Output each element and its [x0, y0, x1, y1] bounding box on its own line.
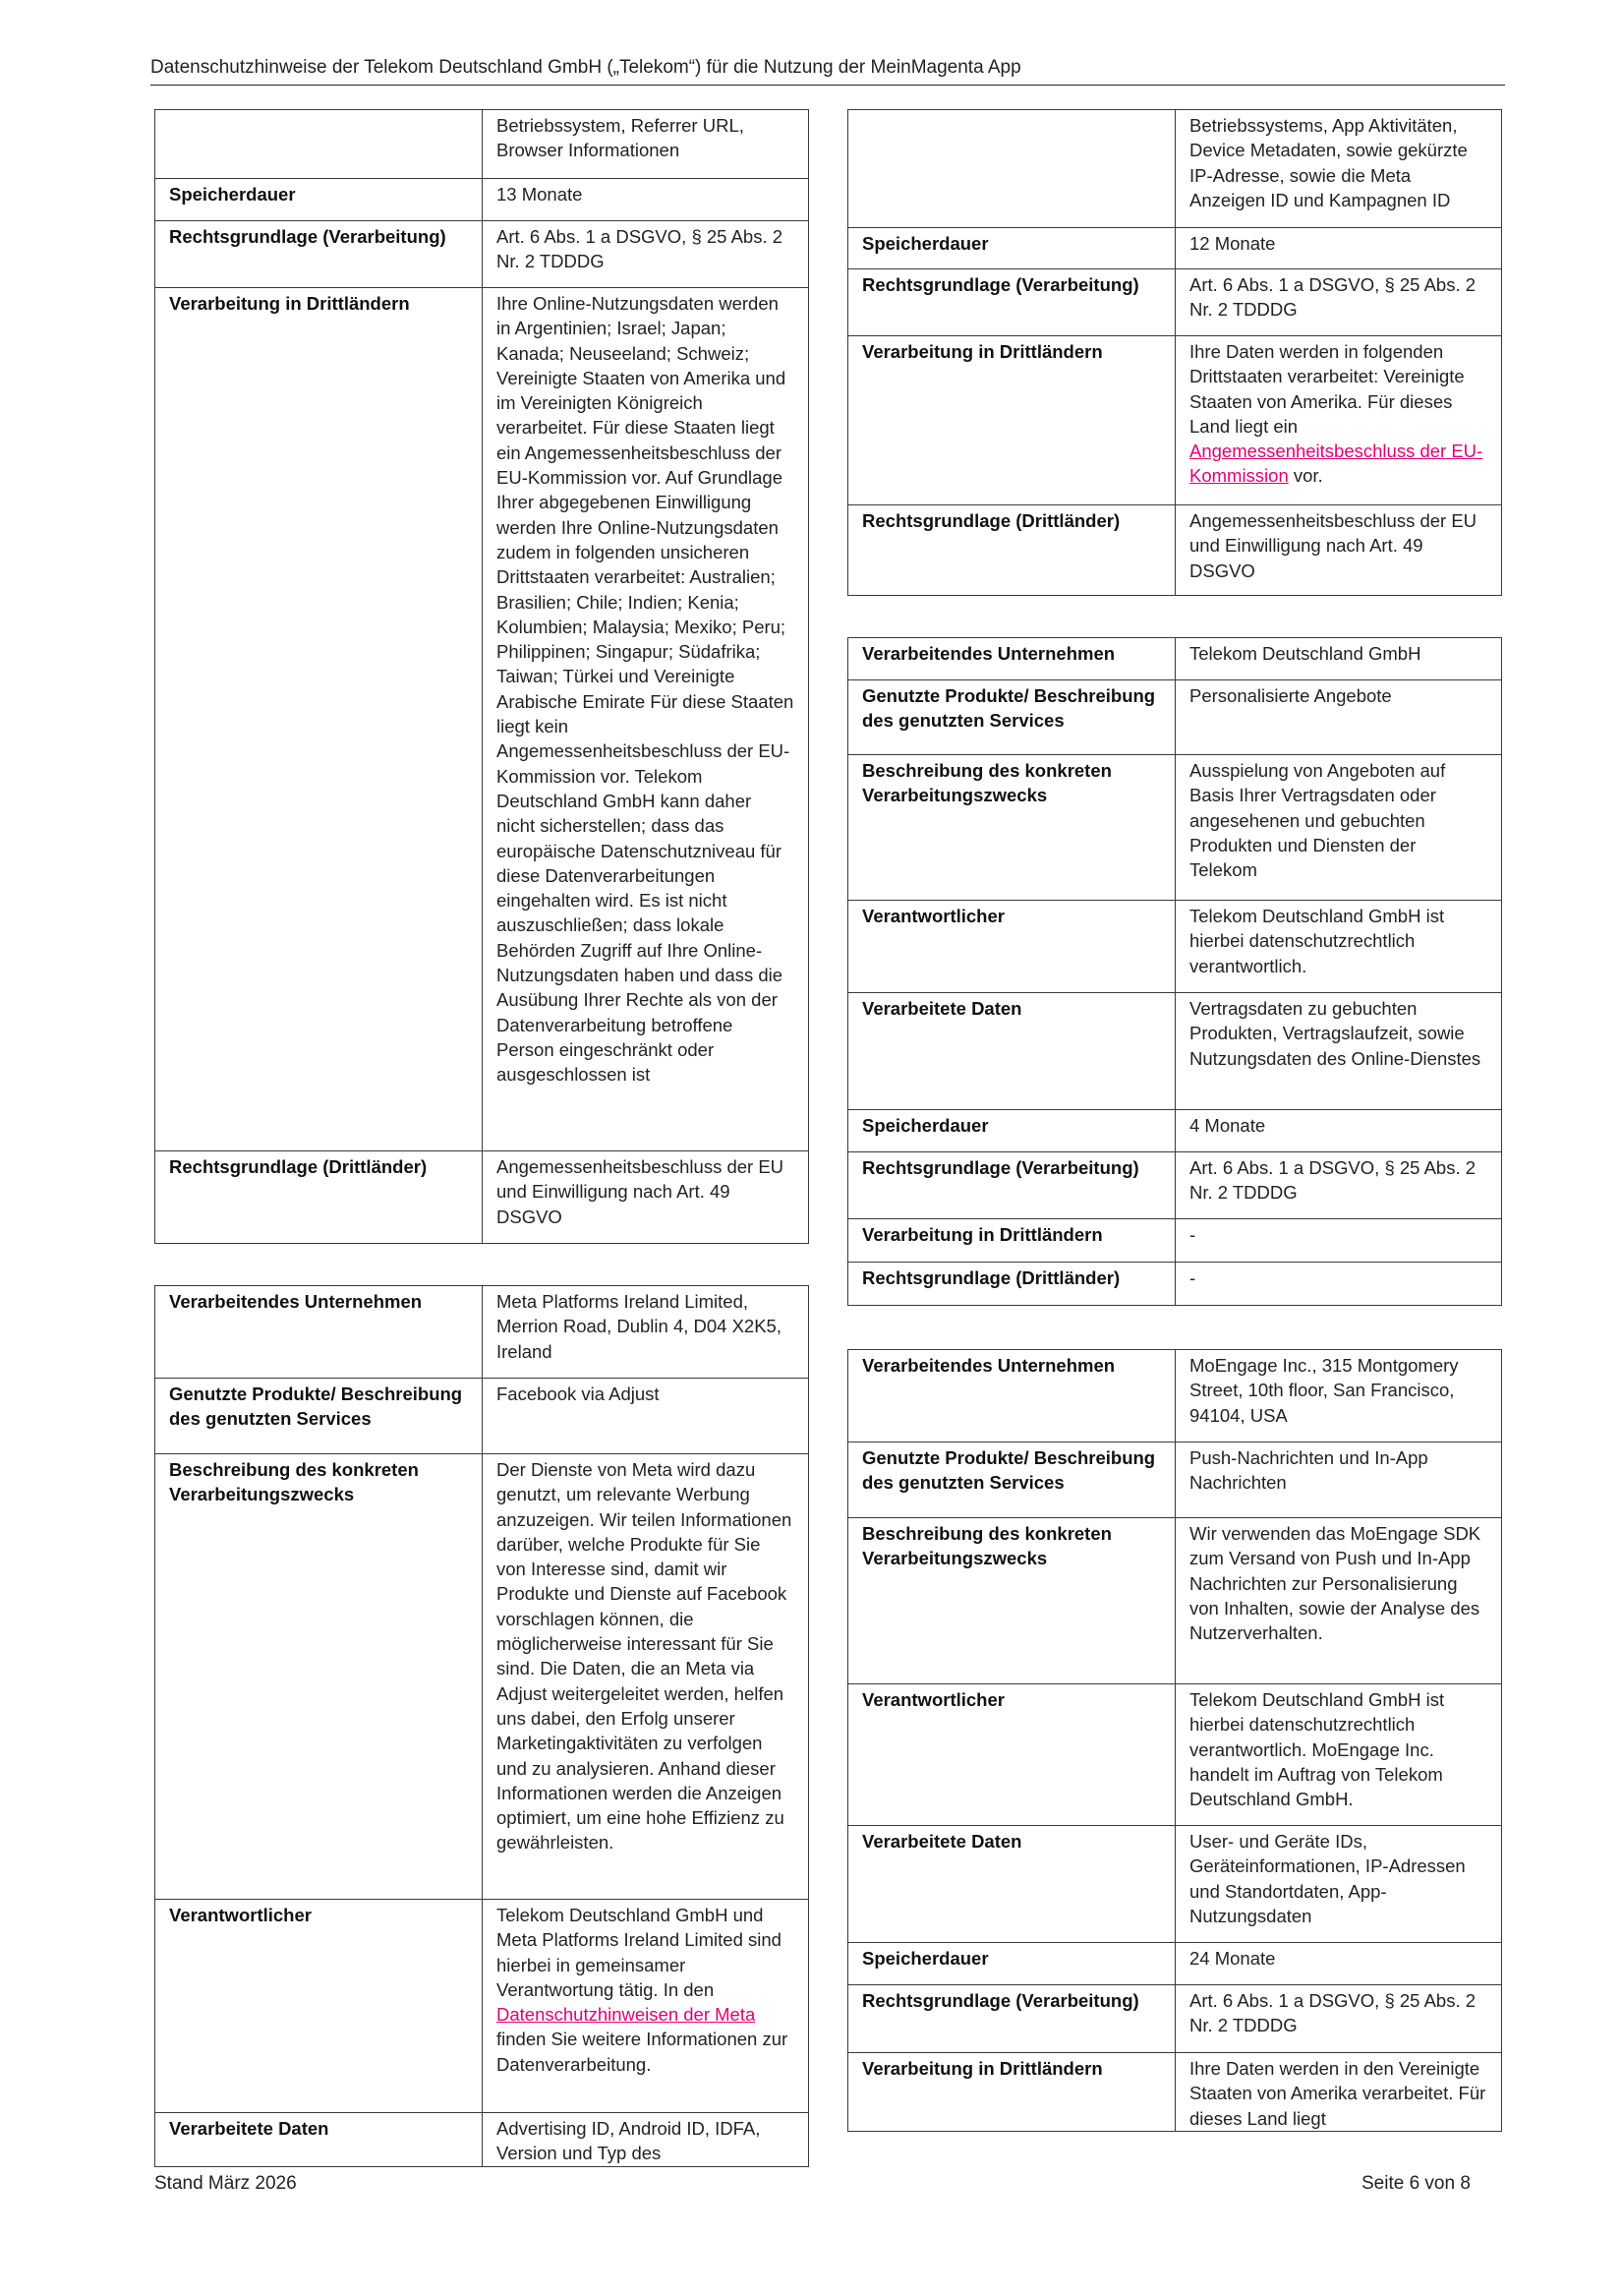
row-value: User- und Geräte IDs, Geräteinformationen, IP-Adressen und Standortdaten, App-Nutzungsdaten [1176, 1826, 1502, 1943]
table-tracking-continued [154, 109, 809, 1244]
row-value: Ihre Daten werden in den Vereinigte Staaten von Amerika verarbeitet. Für dieses Land liegt [1176, 2053, 1502, 2132]
table-telekom-personalized-offers [847, 637, 1502, 1306]
row-key: Rechtsgrundlage (Drittländer) [848, 1263, 1176, 1306]
row-value: Facebook via Adjust [483, 1379, 809, 1454]
table-moengage [847, 1349, 1502, 2132]
row-value: Vertragsdaten zu gebuchten Produkten, Vertragslaufzeit, sowie Nutzungsdaten des Online-Dienstes [1176, 993, 1502, 1110]
table-meta [154, 1285, 809, 2167]
table-row [848, 1152, 1502, 1219]
document-title: Datenschutzhinweise der Telekom Deutschland GmbH („Telekom“) für die Nutzung der MeinMagenta App [150, 57, 1021, 78]
row-value: Ausspielung von Angeboten auf Basis Ihrer Vertragsdaten oder angesehenen und gebuchten Produkten und Diensten der Telekom [1176, 755, 1502, 901]
row-key: Speicherdauer [155, 179, 483, 221]
row-value: Art. 6 Abs. 1 a DSGVO, § 25 Abs. 2 Nr. 2 TDDDG [483, 221, 809, 288]
row-value: Der Dienste von Meta wird dazu genutzt, um relevante Werbung anzuzeigen. Wir teilen Informationen darüber, welche Produkte für Sie von Interesse sind, damit wir Produkte und Dienste auf Facebook vorschlagen können, die möglicherweise interessant für Sie sind. Die Daten, die an Meta via Adjust weitergeleitet werden, helfen uns dabei, den Erfolg unserer Marketingaktivitäten zu verfolgen und zu analysieren. Anhand dieser Informationen werden die Anzeigen optimiert, um eine hohe Effizienz zu gewährleisten. [483, 1454, 809, 1900]
row-value [483, 1900, 809, 2113]
table-row [155, 221, 809, 288]
table-row [155, 2113, 809, 2167]
row-key: Rechtsgrundlage (Verarbeitung) [155, 221, 483, 288]
table-row [155, 110, 809, 179]
table-row [155, 1286, 809, 1379]
row-key: Verarbeitung in Drittländern [848, 2053, 1176, 2132]
row-key: Speicherdauer [848, 1943, 1176, 1985]
row-value [1176, 336, 1502, 505]
table-meta-continued [847, 109, 1502, 596]
table-row [848, 1110, 1502, 1152]
row-key: Verarbeitete Daten [848, 993, 1176, 1110]
row-value: - [1176, 1263, 1502, 1306]
row-key: Beschreibung des konkreten Verarbeitungszwecks [155, 1454, 483, 1900]
row-key: Verantwortlicher [848, 901, 1176, 993]
table-row [848, 1219, 1502, 1263]
page-number: Seite 6 von 8 [1361, 2173, 1471, 2194]
text-segment: vor. [1288, 465, 1323, 487]
adequacy-decision-link[interactable]: Angemessenheitsbeschluss der EU-Kommission [1189, 441, 1483, 487]
row-key: Genutzte Produkte/ Beschreibung des genutzten Services [155, 1379, 483, 1454]
row-value: Telekom Deutschland GmbH ist hierbei datenschutzrechtlich verantwortlich. [1176, 901, 1502, 993]
text-segment: Ihre Daten werden in folgenden Drittstaaten verarbeitet: Vereinigte Staaten von Amerika. Für dieses Land liegt ein [1189, 341, 1465, 437]
row-key: Verarbeitung in Drittländern [848, 1219, 1176, 1263]
table-row [848, 1263, 1502, 1306]
table-row [848, 680, 1502, 755]
row-value: 12 Monate [1176, 228, 1502, 269]
table-row [848, 1442, 1502, 1518]
row-key: Beschreibung des konkreten Verarbeitungszwecks [848, 1518, 1176, 1684]
table-row [848, 1518, 1502, 1684]
row-value: Ihre Online-Nutzungsdaten werden in Argentinien; Israel; Japan; Kanada; Neuseeland; Schweiz; Vereinigte Staaten von Amerika und im Vereinigten Königreich verarbeitet. Für diese Staaten liegt ein Angemessenheitsbeschluss der EU-Kommission vor. Auf Grundlage Ihrer abgegebenen Einwilligung werden Ihre Online-Nutzungsdaten zudem in folgenden unsicheren Drittstaaten verarbeitet: Australien; Brasilien; Chile; Indien; Kenia; Kolumbien; Malaysia; Mexiko; Peru; Philippinen; Singapur; Südafrika; Taiwan; Türkei und Vereinigte Arabische Emirate Für diese Staaten liegt kein Angemessenheitsbeschluss der EU-Kommission vor. Telekom Deutschland GmbH kann daher nicht sicherstellen; dass das europäische Datenschutzniveau für diese Datenverarbeitungen eingehalten wird. Es ist nicht auszuschließen; dass lokale Behörden Zugriff auf Ihre Online-Nutzungsdaten haben und dass die Ausübung Ihrer Rechte als von der Datenverarbeitung betroffene Person eingeschränkt oder ausgeschlossen ist [483, 288, 809, 1151]
table-row [155, 288, 809, 1151]
row-key: Rechtsgrundlage (Verarbeitung) [848, 1985, 1176, 2053]
footer-date: Stand März 2026 [154, 2173, 297, 2194]
table-row [848, 1350, 1502, 1442]
row-key: Verarbeitendes Unternehmen [155, 1286, 483, 1379]
row-key: Beschreibung des konkreten Verarbeitungszwecks [848, 755, 1176, 901]
table-row [155, 1379, 809, 1454]
table-row [848, 336, 1502, 505]
table-row [848, 110, 1502, 228]
row-key: Verarbeitendes Unternehmen [848, 1350, 1176, 1442]
row-key: Verarbeitung in Drittländern [848, 336, 1176, 505]
table-row [848, 638, 1502, 680]
row-key: Rechtsgrundlage (Verarbeitung) [848, 1152, 1176, 1219]
right-column [847, 109, 1502, 2132]
meta-privacy-link[interactable]: Datenschutzhinweisen der Meta [496, 2004, 756, 2026]
row-key: Verarbeitete Daten [848, 1826, 1176, 1943]
row-value: 13 Monate [483, 179, 809, 221]
left-column [154, 109, 809, 2167]
table-row [848, 1985, 1502, 2053]
table-row [848, 993, 1502, 1110]
row-key: Rechtsgrundlage (Drittländer) [848, 505, 1176, 596]
row-key: Verarbeitete Daten [155, 2113, 483, 2167]
table-row [848, 269, 1502, 336]
table-row [155, 1151, 809, 1244]
table-row [155, 1900, 809, 2113]
row-value: Telekom Deutschland GmbH [1176, 638, 1502, 680]
row-value: - [1176, 1219, 1502, 1263]
row-value: Push-Nachrichten und In-App Nachrichten [1176, 1442, 1502, 1518]
page-header [150, 55, 1505, 86]
row-value: Betriebssystem, Referrer URL, Browser Informationen [483, 110, 809, 179]
row-key [155, 110, 483, 179]
row-key: Verantwortlicher [848, 1684, 1176, 1826]
row-value: Meta Platforms Ireland Limited, Merrion Road, Dublin 4, D04 X2K5, Ireland [483, 1286, 809, 1379]
row-key: Speicherdauer [848, 1110, 1176, 1152]
row-key: Genutzte Produkte/ Beschreibung des genutzten Services [848, 680, 1176, 755]
row-value: Personalisierte Angebote [1176, 680, 1502, 755]
table-row [848, 901, 1502, 993]
table-row [848, 2053, 1502, 2132]
table-row [848, 505, 1502, 596]
text-segment: Telekom Deutschland GmbH und Meta Platforms Ireland Limited sind hierbei in gemeinsamer Verantwortung tätig. In den [496, 1905, 782, 2000]
table-row [848, 755, 1502, 901]
row-key: Rechtsgrundlage (Verarbeitung) [848, 269, 1176, 336]
row-value: Betriebssystems, App Aktivitäten, Device Metadaten, sowie gekürzte IP-Adresse, sowie die Meta Anzeigen ID und Kampagnen ID [1176, 110, 1502, 228]
row-key: Speicherdauer [848, 228, 1176, 269]
row-value: Telekom Deutschland GmbH ist hierbei datenschutzrechtlich verantwortlich. MoEngage Inc. handelt im Auftrag von Telekom Deutschland GmbH. [1176, 1684, 1502, 1826]
row-key: Verarbeitung in Drittländern [155, 288, 483, 1151]
row-value: 24 Monate [1176, 1943, 1502, 1985]
row-key: Rechtsgrundlage (Drittländer) [155, 1151, 483, 1244]
table-row [848, 228, 1502, 269]
row-value: Advertising ID, Android ID, IDFA, Version und Typ des [483, 2113, 809, 2167]
table-row [848, 1826, 1502, 1943]
table-row [848, 1684, 1502, 1826]
row-key: Verantwortlicher [155, 1900, 483, 2113]
row-value: 4 Monate [1176, 1110, 1502, 1152]
row-value: Art. 6 Abs. 1 a DSGVO, § 25 Abs. 2 Nr. 2 TDDDG [1176, 1985, 1502, 2053]
row-key [848, 110, 1176, 228]
row-value: Angemessenheitsbeschluss der EU und Einwilligung nach Art. 49 DSGVO [1176, 505, 1502, 596]
row-value: Wir verwenden das MoEngage SDK zum Versand von Push und In-App Nachrichten zur Personalisierung von Inhalten, sowie der Analyse des Nutzerverhalten. [1176, 1518, 1502, 1684]
row-value: MoEngage Inc., 315 Montgomery Street, 10th floor, San Francisco, 94104, USA [1176, 1350, 1502, 1442]
row-value: Art. 6 Abs. 1 a DSGVO, § 25 Abs. 2 Nr. 2 TDDDG [1176, 1152, 1502, 1219]
row-value: Art. 6 Abs. 1 a DSGVO, § 25 Abs. 2 Nr. 2 TDDDG [1176, 269, 1502, 336]
row-key: Verarbeitendes Unternehmen [848, 638, 1176, 680]
row-key: Genutzte Produkte/ Beschreibung des genutzten Services [848, 1442, 1176, 1518]
table-row [155, 1454, 809, 1900]
table-row [848, 1943, 1502, 1985]
table-row [155, 179, 809, 221]
text-segment: finden Sie weitere Informationen zur Datenverarbeitung. [496, 2029, 788, 2075]
row-value: Angemessenheitsbeschluss der EU und Einwilligung nach Art. 49 DSGVO [483, 1151, 809, 1244]
